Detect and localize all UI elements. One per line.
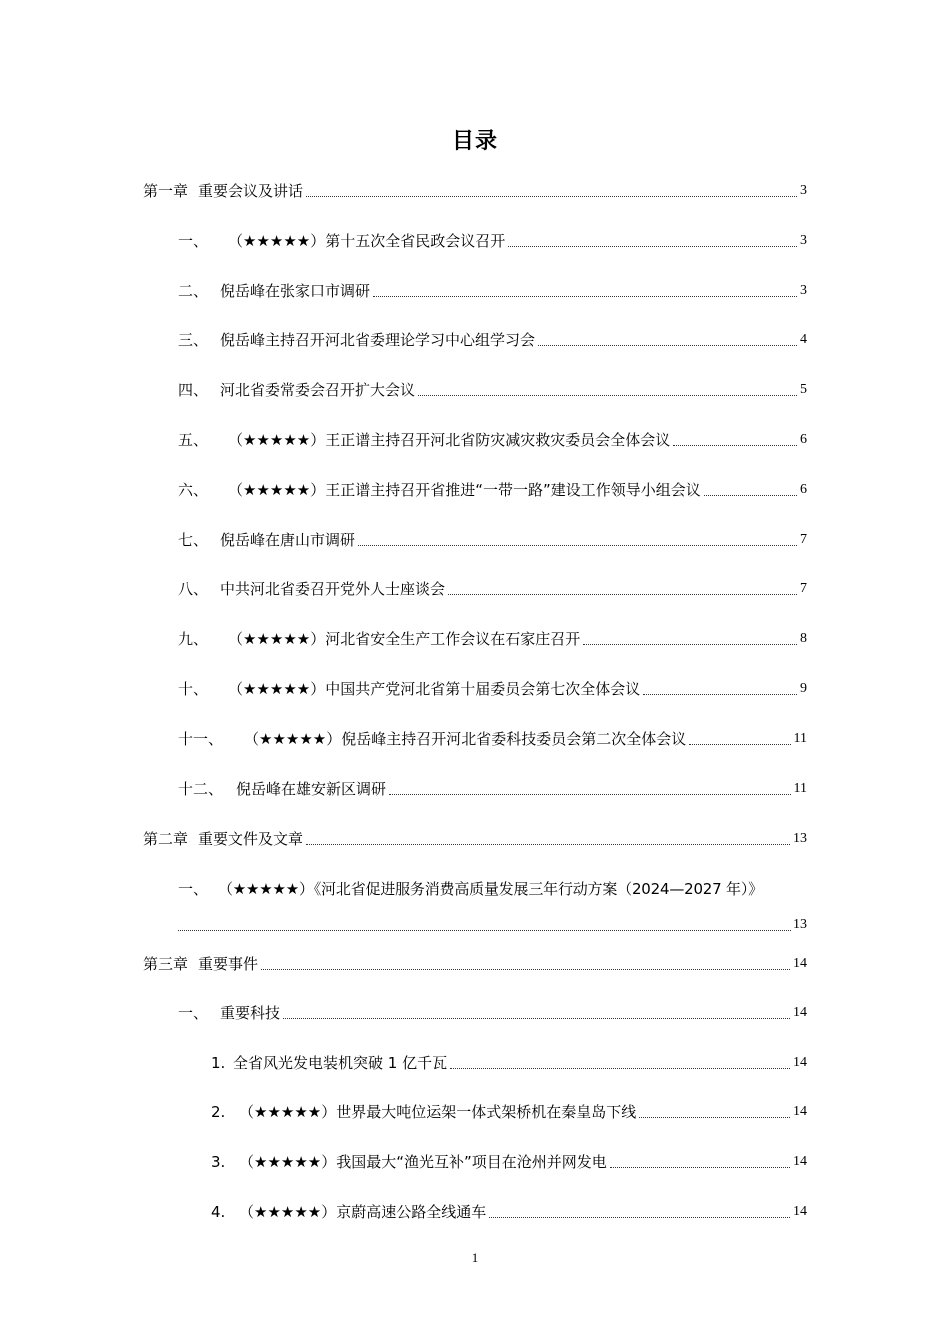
toc-page-number: 11 <box>793 781 807 796</box>
toc-number: 一、 <box>178 880 209 898</box>
toc-text: （★★★★★）第十五次全省民政会议召开 <box>228 232 506 250</box>
toc-chapter-2[interactable] <box>143 830 807 848</box>
toc-number: 五、 <box>178 431 209 449</box>
leader-dots <box>389 793 791 795</box>
toc-page-number: 14 <box>793 1154 807 1169</box>
leader-dots <box>583 643 797 645</box>
toc-text: 中共河北省委召开党外人士座谈会 <box>220 580 446 598</box>
toc-number: 一、 <box>178 1004 209 1022</box>
toc-page-number: 14 <box>793 1055 807 1070</box>
toc-chapter-1[interactable] <box>143 182 807 200</box>
toc-item[interactable] <box>178 381 807 399</box>
toc-item[interactable] <box>178 730 807 748</box>
toc-subitem[interactable] <box>211 1103 807 1121</box>
toc-page-number: 14 <box>793 956 807 971</box>
toc-page-number: 6 <box>800 482 807 497</box>
toc-number: 第二章 <box>143 830 189 848</box>
toc-text: 倪岳峰主持召开河北省委理论学习中心组学习会 <box>220 331 536 349</box>
toc-number: 四、 <box>178 381 209 399</box>
toc-item[interactable] <box>178 580 807 598</box>
toc-text: 倪岳峰在唐山市调研 <box>220 531 356 549</box>
toc-number: 九、 <box>178 630 209 648</box>
toc-item[interactable] <box>178 331 807 349</box>
toc-number: 4. <box>211 1203 226 1221</box>
leader-dots <box>358 544 797 546</box>
toc-text: 倪岳峰在张家口市调研 <box>220 282 371 300</box>
toc-page-number: 11 <box>793 731 807 746</box>
toc-subitem[interactable] <box>211 1153 807 1171</box>
toc-number: 十、 <box>178 680 209 698</box>
toc-number: 十二、 <box>178 780 224 798</box>
toc-text: 倪岳峰在雄安新区调研 <box>236 780 387 798</box>
toc-page-number: 5 <box>800 382 807 397</box>
toc-page-number: 3 <box>800 183 807 198</box>
toc-text: （★★★★★）我国最大“渔光互补”项目在沧州并网发电 <box>239 1153 607 1171</box>
toc-page-number: 4 <box>800 332 807 347</box>
toc-number: 1. <box>211 1054 226 1072</box>
leader-dots <box>306 843 790 845</box>
leader-dots <box>178 929 791 931</box>
leader-dots <box>448 593 797 595</box>
toc-text: （★★★★★）王正谱主持召开河北省防灾减灾救灾委员会全体会议 <box>228 431 671 449</box>
page-title: 目录 <box>451 129 498 154</box>
toc-item[interactable] <box>178 680 807 698</box>
toc-number: 第一章 <box>143 182 189 200</box>
toc-page-number: 14 <box>793 1204 807 1219</box>
toc-chapter-3[interactable] <box>143 955 807 973</box>
toc-text: （★★★★★）倪岳峰主持召开河北省委科技委员会第二次全体会议 <box>244 730 687 748</box>
toc-item[interactable] <box>178 531 807 549</box>
toc-text: 重要文件及文章 <box>198 830 304 848</box>
leader-dots <box>418 394 797 396</box>
toc-text: 重要事件 <box>198 955 259 973</box>
toc-number: 2. <box>211 1103 226 1121</box>
toc-page-number: 9 <box>800 681 807 696</box>
leader-dots <box>261 968 790 970</box>
toc-number: 六、 <box>178 481 209 499</box>
footer-page-number: 1 <box>471 1250 479 1265</box>
toc-text: 重要会议及讲话 <box>198 182 304 200</box>
toc-page-number: 6 <box>800 432 807 447</box>
toc-item[interactable] <box>178 1004 807 1022</box>
leader-dots <box>610 1166 790 1168</box>
toc-item[interactable] <box>178 282 807 300</box>
toc-page-number: 3 <box>800 233 807 248</box>
leader-dots <box>508 245 797 247</box>
leader-dots <box>450 1067 790 1069</box>
leader-dots <box>704 494 797 496</box>
toc-text: （★★★★★）京蔚高速公路全线通车 <box>239 1203 487 1221</box>
toc-page-number: 13 <box>793 917 807 932</box>
toc-text: 河北省委常委会召开扩大会议 <box>220 381 416 399</box>
toc-page-number: 3 <box>800 283 807 298</box>
toc-page-number: 14 <box>793 1005 807 1020</box>
leader-dots <box>373 295 797 297</box>
toc-text: （★★★★★）河北省安全生产工作会议在石家庄召开 <box>228 630 581 648</box>
toc-text: （★★★★★）中国共产党河北省第十届委员会第七次全体会议 <box>228 680 641 698</box>
toc-number: 七、 <box>178 531 209 549</box>
toc-item[interactable] <box>178 431 807 449</box>
toc-text: （★★★★★）《河北省促进服务消费高质量发展三年行动方案（2024—2027 年）》 <box>218 880 763 898</box>
leader-dots <box>538 344 797 346</box>
toc-page-number: 13 <box>793 831 807 846</box>
toc-number: 八、 <box>178 580 209 598</box>
leader-dots <box>673 444 797 446</box>
toc-number: 第三章 <box>143 955 189 973</box>
toc-page-number: 14 <box>793 1104 807 1119</box>
toc-page-number: 8 <box>800 631 807 646</box>
leader-dots <box>689 743 790 745</box>
toc-number: 三、 <box>178 331 209 349</box>
leader-dots <box>283 1017 790 1019</box>
toc-subitem[interactable] <box>211 1203 807 1221</box>
toc-item[interactable] <box>178 630 807 648</box>
leader-dots <box>643 693 797 695</box>
leader-dots <box>639 1116 790 1118</box>
toc-subitem[interactable] <box>211 1054 807 1072</box>
toc-item[interactable] <box>178 232 807 250</box>
toc-text: （★★★★★）世界最大吨位运架一体式架桥机在秦皇岛下线 <box>239 1103 637 1121</box>
toc-number: 二、 <box>178 282 209 300</box>
toc-page-number: 7 <box>800 581 807 596</box>
toc-item[interactable] <box>178 780 807 798</box>
toc-text: 全省风光发电装机突破 1 亿千瓦 <box>233 1054 448 1072</box>
toc-page-number: 7 <box>800 532 807 547</box>
toc-text: （★★★★★）王正谱主持召开省推进“一带一路”建设工作领导小组会议 <box>228 481 701 499</box>
toc-item[interactable] <box>178 880 807 898</box>
toc-number: 3. <box>211 1153 226 1171</box>
toc-text: 重要科技 <box>220 1004 281 1022</box>
toc-item[interactable] <box>178 481 807 499</box>
toc-number: 一、 <box>178 232 209 250</box>
toc-number: 十一、 <box>178 730 224 748</box>
toc-item-continuation <box>178 916 807 934</box>
leader-dots <box>489 1216 790 1218</box>
leader-dots <box>306 195 797 197</box>
